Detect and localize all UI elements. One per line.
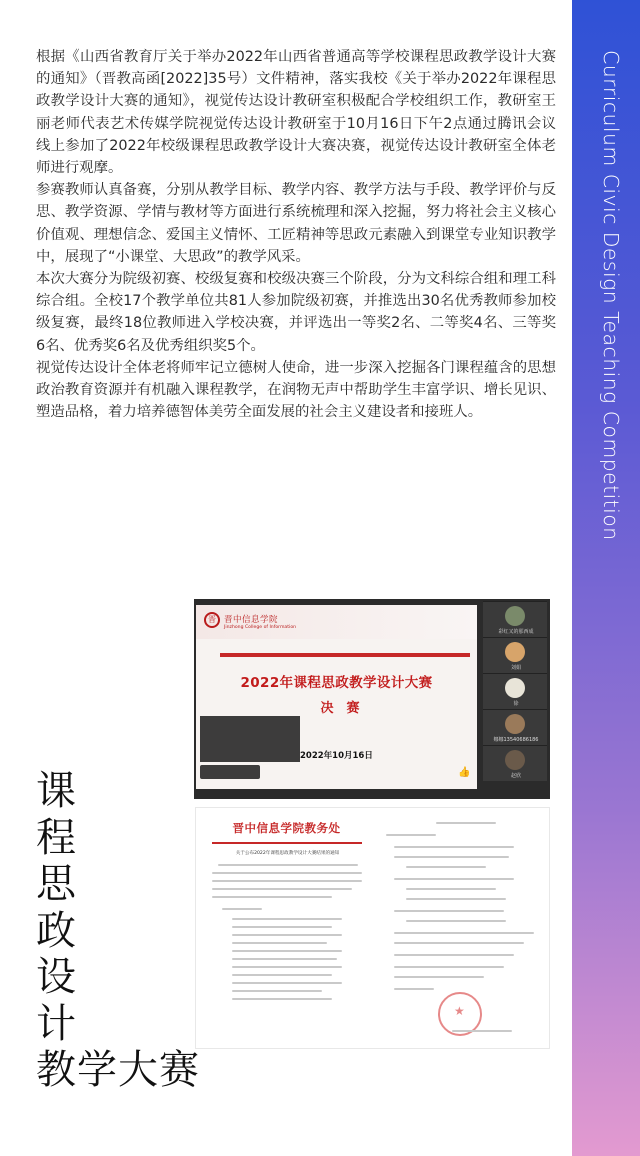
- college-logo-en: Jinzhong College of Information: [224, 625, 297, 630]
- document-text-line: [212, 880, 362, 882]
- document-text-line: [394, 846, 514, 848]
- document-page-right: [376, 816, 544, 1044]
- document-text-line: [232, 982, 342, 984]
- document-text-line: [394, 932, 534, 934]
- document-text-line: [212, 872, 362, 874]
- participant-tile: [483, 637, 547, 673]
- document-red-line: [212, 842, 362, 844]
- college-logo-cn: 晋中信息学院: [224, 615, 279, 625]
- document-text-line: [232, 974, 332, 976]
- participant-tile: [483, 745, 547, 781]
- avatar: [505, 642, 525, 662]
- participant-name: 刘娟: [510, 665, 521, 671]
- article-paragraph-2: 参赛教师认真备赛，分别从教学目标、教学内容、教学方法与手段、教学评价与反思、教学资源、学情与教材等方面进行系统梳理和深入挖掘，努力将社会主义核心价值观、理想信念、爱国主义情怀、工匠精神等思政元素融入到课堂专业知识教学中，展现了“小课堂、大思政”的教学风采。: [36, 182, 556, 265]
- document-text-line: [222, 908, 262, 910]
- thumbs-up-icon: 👍: [458, 767, 471, 778]
- participant-tile: [483, 601, 547, 637]
- document-text-line: [232, 926, 332, 928]
- slide-header: [196, 605, 477, 639]
- document-text-line: [394, 910, 504, 912]
- document-page-left: [204, 816, 369, 1044]
- side-english-title: Curriculum Civic Design Teaching Competition: [599, 50, 623, 541]
- avatar: [505, 714, 525, 734]
- notice-document-photo: [195, 807, 550, 1049]
- document-text-line: [232, 942, 327, 944]
- document-text-line: [394, 942, 524, 944]
- document-text-line: [394, 856, 509, 858]
- document-subject: 关于公布2022年课程思政教学设计大赛结果的通知: [235, 851, 340, 856]
- participant-tile: [483, 673, 547, 709]
- document-text-line: [394, 976, 484, 978]
- avatar: [505, 606, 525, 626]
- article-paragraph-1: 根据《山西省教育厅关于举办2022年山西省普通高等学校课程思政教学设计大赛的通知》（晋教高函[2022]35号）文件精神，落实我校《关于举办2022年课程思政教学设计大赛的通知》，视觉传达设计教研室积极配合学校组织工作，教研室王丽老师代表艺术传媒学院视觉传达设计教研室于10月16日下午2点通过腾讯会议线上参加了2022年校级课程思政教学设计大赛决赛，视觉传达设计教研室全体老师进行观摩。: [36, 49, 556, 177]
- title-last-line: 教学大赛: [36, 1047, 200, 1093]
- document-text-line: [232, 958, 337, 960]
- participant-name: 徐: [513, 701, 519, 707]
- title-char: 计: [36, 1000, 77, 1047]
- document-text-line: [406, 866, 486, 868]
- article-paragraph-3: 本次大赛分为院级初赛、校级复赛和校级决赛三个阶段，分为文科综合组和理工科综合组。全校17个教学单位共81人参加院级初赛，并推选出30名优秀教师参加校级复赛，最终18位教师进入学校决赛，并评选出一等奖2名、二等奖4名、三等奖6名、优秀奖6名及优秀组织奖5个。: [36, 271, 556, 354]
- college-logo-icon: 晋: [204, 612, 220, 628]
- participant-tiles: [481, 599, 550, 799]
- vertical-big-title: [36, 768, 226, 1094]
- participant-name: 彩红又的那西成: [498, 629, 534, 635]
- slide-red-bar: [220, 653, 470, 657]
- document-text-line: [386, 834, 436, 836]
- article-paragraph-4: 视觉传达设计全体老将师牢记立德树人使命，进一步深入挖掘各门课程蕴含的思想政治教育资源并有机融入课程教学，在润物无声中帮助学生丰富学识、增长见识、塑造品格，着力培养德智体美劳全面发展的社会主义建设者和接班人。: [36, 359, 556, 421]
- document-text-line: [232, 950, 342, 952]
- document-text-line: [394, 878, 514, 880]
- title-char: 设: [36, 954, 77, 1000]
- document-letterhead: 晋中信息学院教务处: [232, 821, 341, 835]
- document-text-line: [452, 1030, 512, 1032]
- document-text-line: [212, 888, 352, 890]
- document-text-line: [232, 990, 322, 992]
- document-text-line: [232, 934, 342, 936]
- document-text-line: [394, 966, 504, 968]
- participant-name: 娜娜13540686186: [493, 737, 539, 743]
- participant-name: 赵欣: [510, 773, 521, 779]
- document-text-line: [232, 998, 332, 1000]
- document-text-line: [394, 954, 514, 956]
- title-char: 政: [36, 907, 77, 954]
- presentation-slide: [196, 605, 477, 789]
- participant-tile: [483, 709, 547, 745]
- document-text-line: [218, 864, 358, 866]
- meeting-screenshot-photo: [194, 599, 550, 799]
- chat-overlay: [200, 716, 300, 762]
- slide-date: 2022年10月16日: [300, 751, 373, 761]
- slide-title: 2022年课程思政教学设计大赛: [240, 675, 433, 691]
- title-char: 思: [36, 861, 77, 907]
- title-char: 课: [36, 768, 77, 814]
- title-char: 程: [36, 814, 77, 861]
- article-body: [36, 46, 556, 423]
- avatar: [505, 750, 525, 770]
- document-text-line: [394, 988, 434, 990]
- document-text-line: [406, 898, 506, 900]
- document-text-line: [406, 920, 506, 922]
- slide-subtitle: 决赛: [320, 701, 373, 716]
- document-text-line: [232, 918, 342, 920]
- document-text-line: [436, 822, 496, 824]
- document-text-line: [406, 888, 496, 890]
- document-text-line: [212, 896, 332, 898]
- document-text-line: [232, 966, 342, 968]
- avatar: [505, 678, 525, 698]
